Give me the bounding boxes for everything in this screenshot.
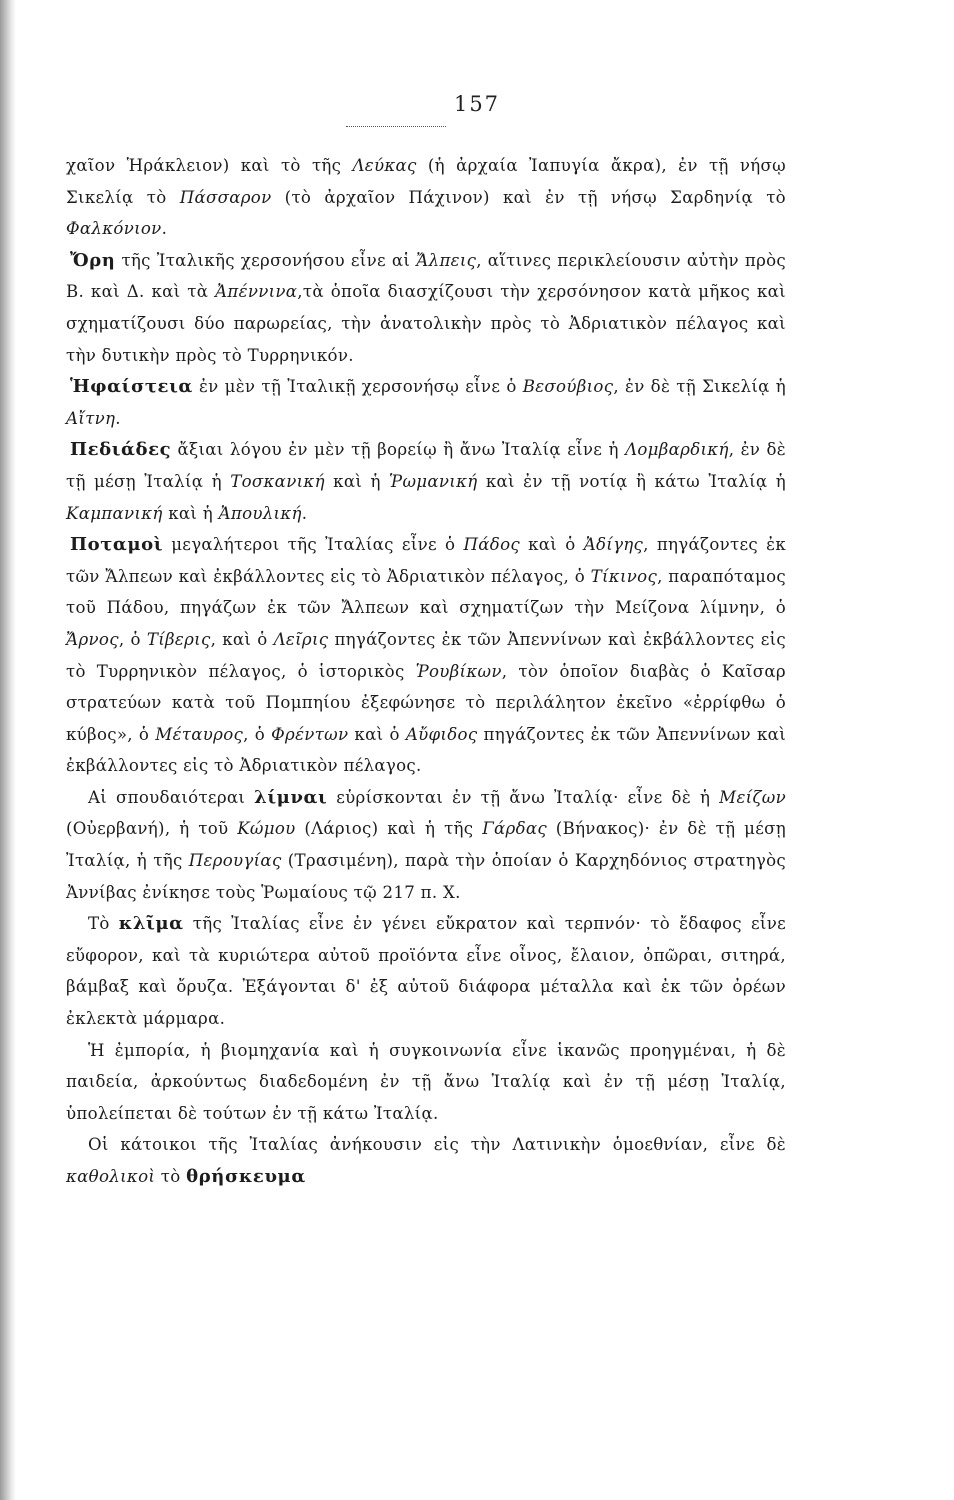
text-run: Τὸ (88, 914, 119, 934)
text-run: (ἡ ἀρχαία Ἰαπυγία ἄκρα), ἐν τῇ νήσῳ Σικελίᾳ τὸ (66, 156, 786, 207)
text-run: ἐν μὲν τῇ Ἰταλικῇ χερσονήσῳ εἶνε ὁ (192, 377, 523, 397)
text-run: χαῖον Ἡράκλειον) καὶ τὸ τῆς (66, 156, 353, 175)
section-keyword: Ὄρη (70, 249, 116, 271)
italic-term: Ἀπέννινα (215, 282, 298, 302)
italic-term: Ῥωμανική (389, 471, 478, 491)
section-keyword: κλῖμα (118, 913, 184, 935)
text-run: (Βήνακος)· ἐν δὲ τῇ μέσῃ Ἰταλίᾳ, ἡ τῆς (66, 819, 786, 871)
italic-term: καθολικοὶ (66, 1167, 156, 1186)
text-run: εὑρίσκονται ἐν τῇ ἄνω Ἰταλίᾳ· εἶνε δὲ ἡ (327, 787, 720, 807)
italic-term: Τίκινος (590, 566, 658, 586)
text-run: , αἵτινες περικλείουσιν αὐτὴν πρὸς Β. καὶ Δ. καὶ τὰ (66, 250, 787, 302)
italic-term: Τοσκανική (230, 471, 325, 491)
italic-term: Ἀπουλική (218, 503, 302, 523)
paragraph (66, 908, 786, 1034)
italic-term: Αὔφιδος (405, 724, 478, 744)
text-run: (Τρασιμένη), παρὰ τὴν ὁποίαν ὁ Καρχηδόνιος στρατηγὸς Ἀννίβας ἐνίκησε τοὺς Ῥωμαίους τῷ 217 π. Χ. (66, 851, 786, 902)
page-gutter-shadow (0, 0, 16, 1500)
text-run: καὶ ἡ (324, 471, 390, 491)
section-keyword: θρήσκευμα (186, 1166, 306, 1187)
text-run: (Οὐερβανή), ἡ τοῦ (66, 819, 238, 839)
text-run: καὶ ὁ (519, 535, 584, 555)
text-run: ,τὰ ὁποῖα διασχίζουσι τὴν χερσόνησον κατὰ μῆκος καὶ σχηματίζουσι δύο παρωρείας, τὴν ἀνατολικὴν πρὸς τὸ Ἀδριατικὸν πέλαγος καὶ τὴν δυτικὴν πρὸς τὸ Τυρρηνικόν. (66, 282, 786, 365)
italic-term: Γάρδας (482, 819, 547, 839)
section-keyword: Ἡφαίστεια (70, 376, 193, 398)
body-text (66, 150, 786, 1193)
italic-term: Φαλκόνιον (66, 219, 162, 239)
section-keyword: Ποταμοὶ (70, 534, 164, 556)
italic-term: Βεσούβιος (522, 377, 614, 397)
text-run: . (301, 503, 308, 523)
text-run: . (161, 219, 168, 239)
text-run: πηγάζοντες ἐκ τῶν Ἀπεννίνων καὶ ἐκβάλλοντες εἰς τὸ Ἀδριατικὸν πέλαγος. (66, 724, 786, 776)
text-run: , τὸν ὁποῖον διαβὰς ὁ Καῖσαρ στρατεύων κατὰ τοῦ Πομπηίου ἐξεφώνησε τὸ περιλάλητον ἐκεῖνο «ἐρρίφθω ὁ κύβος», ὁ (66, 661, 786, 744)
text-run: μεγαλήτεροι τῆς Ἰταλίας εἶνε ὁ (163, 535, 464, 555)
italic-term: Πάδος (463, 535, 520, 555)
paragraph (66, 1129, 786, 1192)
paragraph (66, 150, 786, 245)
text-run: τῆς Ἰταλικῆς χερσονήσου εἶνε αἱ (115, 250, 417, 270)
paragraph (66, 434, 786, 529)
text-run: καὶ ὁ (348, 724, 406, 744)
paragraph (66, 782, 786, 908)
text-run: , καὶ ὁ (210, 629, 274, 649)
italic-term: Ἄρνος (66, 629, 119, 649)
text-run: καὶ ἡ (162, 503, 219, 523)
text-run: , ὁ (243, 724, 272, 744)
text-run: , ἐν δὲ τῇ μέσῃ Ἰταλίᾳ ἡ (66, 440, 787, 491)
italic-term: Ἀδίγης (583, 535, 644, 555)
section-keyword: λίμναι (254, 786, 328, 808)
italic-term: Λεῖρις (273, 629, 329, 649)
text-run: , ὁ (118, 629, 147, 649)
italic-term: Ῥουβίκων (415, 661, 502, 681)
text-run: , ἐν δὲ τῇ Σικελίᾳ ἡ (613, 377, 786, 397)
italic-term: Αἴτνη (66, 408, 116, 428)
paragraph (66, 245, 786, 371)
text-run: Οἱ κάτοικοι τῆς Ἰταλίας ἀνήκουσιν εἰς τὴν Λατινικὴν ὁμοεθνίαν, εἶνε δὲ (88, 1135, 786, 1155)
text-run: ἄξιαι λόγου ἐν μὲν τῇ βορείῳ ἢ ἄνω Ἰταλίᾳ εἶνε ἡ (171, 440, 626, 460)
text-run: πηγάζοντες ἐκ τῶν Ἀπεννίνων καὶ ἐκβάλλοντες εἰς τὸ Τυρρηνικὸν πέλαγος, ὁ ἱστορικὸς (66, 629, 786, 681)
text-run: , πηγάζοντες ἐκ τῶν Ἄλπεων καὶ ἐκβάλλοντες εἰς τὸ Ἀδριατικὸν πέλαγος, ὁ (66, 535, 786, 586)
italic-term: Μείζων (719, 787, 786, 807)
text-run: (Λάριος) καὶ ἡ τῆς (295, 819, 483, 839)
header-rule (346, 126, 446, 127)
paragraph (66, 529, 786, 782)
text-run: τῆς Ἰταλίας εἶνε ἐν γένει εὔκρατον καὶ τερπνόν· τὸ ἔδαφος εἶνε εὔφορον, καὶ τὰ κυριώτερα αὐτοῦ προϊόντα εἶνε οἶνος, ἔλαιον, ὀπῶραι, σιτηρά, βάμβαξ καὶ ὄρυζα. Ἐξάγονται δ' ἐξ αὐτοῦ διάφορα μέταλλα καὶ ἐκ τῶν ὀρέων ἐκλεκτὰ μάρμαρα. (66, 914, 786, 1029)
italic-term: Πάσσαρον (179, 187, 272, 207)
italic-term: Καμπανική (66, 503, 163, 523)
italic-term: Λομβαρδική (625, 440, 729, 460)
italic-term: Λεύκας (352, 156, 417, 175)
paragraph (66, 371, 786, 434)
text-run: καὶ ἐν τῇ νοτίᾳ ἢ κάτω Ἰταλίᾳ ἡ (477, 471, 786, 491)
italic-term: Ἄλπεις (416, 250, 477, 270)
paragraph (66, 1035, 786, 1130)
text-run: Αἱ σπουδαιότεραι (88, 787, 255, 807)
italic-term: Τίβερις (146, 629, 211, 649)
section-keyword: Πεδιάδες (70, 439, 172, 461)
italic-term: Μέταυρος (155, 724, 244, 744)
text-run: τὸ (155, 1167, 187, 1186)
italic-term: Περουγίας (188, 851, 282, 871)
italic-term: Κώμου (237, 819, 296, 839)
text-run: . (115, 408, 121, 428)
page-number: 157 (453, 92, 501, 116)
text-run: , παραπόταμος τοῦ Πάδου, πηγάζων ἐκ τῶν Ἄλπεων καὶ σχηματίζων τὴν Μείζονα λίμνην, ὁ (66, 566, 786, 618)
italic-term: Φρέντων (271, 724, 349, 744)
text-run: (τὸ ἀρχαῖον Πάχινον) καὶ ἐν τῇ νήσῳ Σαρδηνίᾳ τὸ (271, 187, 786, 207)
text-run: Ἡ ἐμπορία, ἡ βιομηχανία καὶ ἡ συγκοινωνία εἶνε ἱκανῶς προηγμέναι, ἡ δὲ παιδεία, ἀρκούντως διαδεδομένη ἐν τῇ ἄνω Ἰταλίᾳ καὶ ἐν τῇ μέσῃ Ἰταλίᾳ, ὑπολείπεται δὲ τούτων ἐν τῇ κάτω Ἰταλίᾳ. (66, 1040, 786, 1123)
